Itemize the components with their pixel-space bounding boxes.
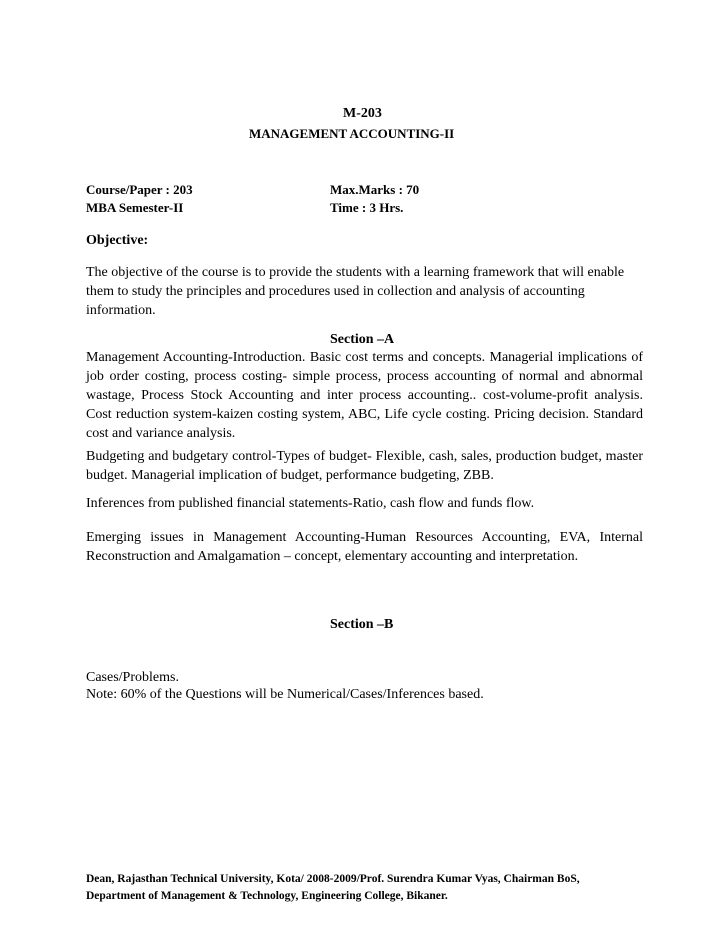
section-a-heading: Section –A [330, 332, 395, 347]
course-paper: Course/Paper : 203 [86, 182, 193, 197]
section-a-paragraph: Budgeting and budgetary control-Types of budget- Flexible, cash, sales, production budget, master budget. Managerial implication of budget, performance budgeting, ZBB. [86, 449, 643, 483]
section-a-paragraph: Management Accounting-Introduction. Basic cost terms and concepts. Managerial implications of job order costing, process costing- simple process, process accounting of normal and abnormal wastage, Process Stock Accounting and inter process accounting.. cost-volume-profit analysis. Cost reduction system-kaizen costing system, ABC, Life cycle costing. Pricing decision. Standard cost and variance analysis. [86, 350, 643, 441]
exam-time: Time : 3 Hrs. [330, 200, 404, 215]
max-marks: Max.Marks : 70 [330, 182, 420, 197]
section-b-cases: Cases/Problems. [86, 670, 179, 685]
section-a-paragraph: Emerging issues in Management Accounting-Human Resources Accounting, EVA, Internal Reconstruction and Amalgamation – concept, elementary accounting and interpretation. [86, 530, 643, 564]
footer-line-2: Department of Management & Technology, Engineering College, Bikaner. [86, 890, 448, 902]
objective-text: The objective of the course is to provide the students with a learning framework that will enable them to study the principles and procedures used in collection and analysis of accounting information. [86, 265, 625, 318]
paper-code: M-203 [343, 106, 382, 121]
objective-heading: Objective: [86, 233, 149, 248]
footer-line-1: Dean, Rajasthan Technical University, Kota/ 2008-2009/Prof. Surendra Kumar Vyas, Chairman BoS, [86, 873, 580, 885]
section-b-heading: Section –B [330, 617, 394, 632]
page-title: MANAGEMENT ACCOUNTING-II [249, 126, 455, 141]
section-a-paragraph: Inferences from published financial statements-Ratio, cash flow and funds flow. [86, 496, 535, 511]
semester: MBA Semester-II [86, 200, 184, 215]
section-b-note: Note: 60% of the Questions will be Numerical/Cases/Inferences based. [86, 687, 484, 702]
